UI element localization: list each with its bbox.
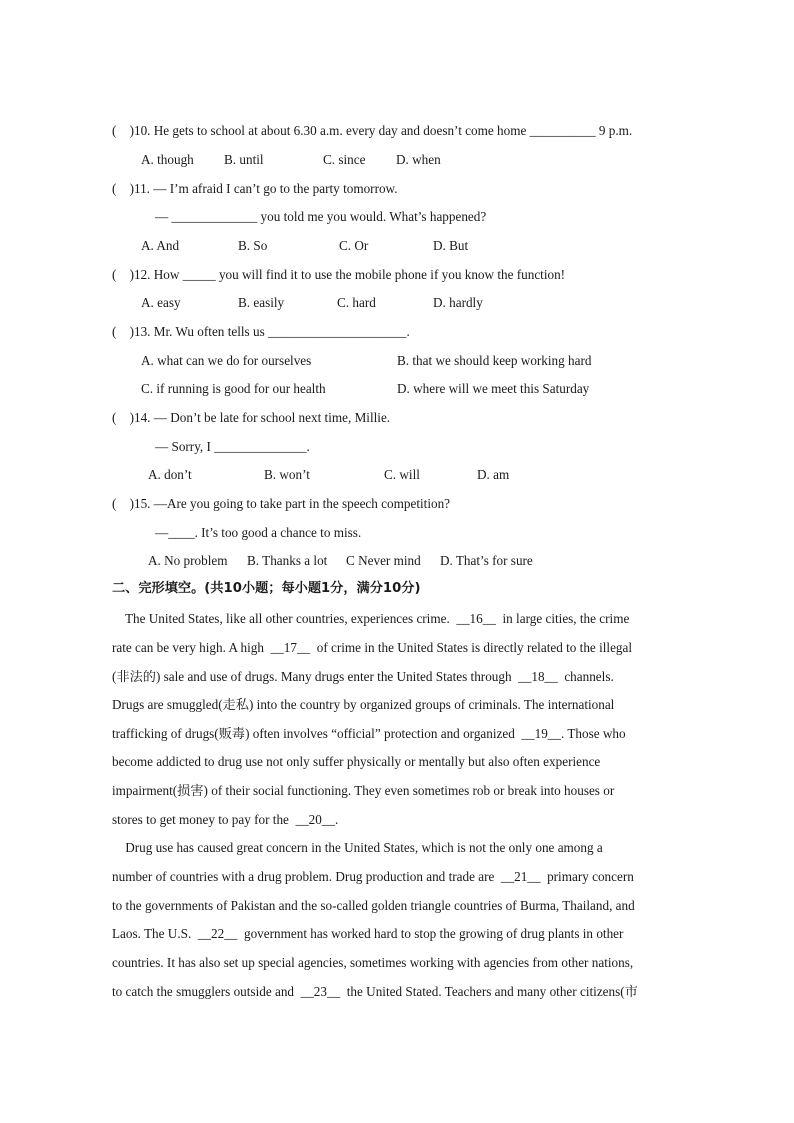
q12-option-a: A. easy bbox=[141, 295, 181, 310]
q13-option-c: C. if running is good for our health bbox=[141, 381, 326, 396]
q11-option-b: B. So bbox=[238, 238, 268, 253]
q15-option-b: B. Thanks a lot bbox=[247, 553, 328, 568]
passage-line: number of countries with a drug problem. Drug production and trade are __21__ primary concern bbox=[112, 869, 634, 884]
q11-option-d: D. But bbox=[433, 238, 469, 253]
q10-option-a: A. though bbox=[141, 152, 194, 167]
q13-option-d: D. where will we meet this Saturday bbox=[397, 381, 590, 396]
q11-option-c: C. Or bbox=[339, 238, 369, 253]
q15-option-d: D. That’s for sure bbox=[440, 553, 533, 568]
q13-option-a: A. what can we do for ourselves bbox=[141, 353, 312, 368]
question-10-stem: ( )10. He gets to school at about 6.30 a.m. every day and doesn’t come home __________ 9 p.m. bbox=[112, 123, 633, 138]
question-14-stem: ( )14. — Don’t be late for school next time, Millie. bbox=[112, 410, 391, 425]
q13-option-b: B. that we should keep working hard bbox=[397, 353, 592, 368]
passage-line: to catch the smugglers outside and __23__ the United Stated. Teachers and many other citizens(市 bbox=[112, 984, 638, 999]
passage-line: stores to get money to pay for the __20__. bbox=[112, 812, 339, 827]
q10-option-c: C. since bbox=[323, 152, 366, 167]
question-11-reply: — _____________ you told me you would. What’s happened? bbox=[155, 209, 487, 224]
passage-line: impairment(损害) of their social functioning. They even sometimes rob or break into houses or bbox=[112, 783, 615, 798]
passage-line: countries. It has also set up special agencies, sometimes working with agencies from other nations, bbox=[112, 955, 634, 970]
question-15-stem: ( )15. —Are you going to take part in the speech competition? bbox=[112, 496, 451, 511]
passage-line: (非法的) sale and use of drugs. Many drugs enter the United States through __18__ channels. bbox=[112, 669, 614, 684]
passage-line: Drug use has caused great concern in the United States, which is not the only one among a bbox=[112, 840, 603, 855]
q14-option-d: D. am bbox=[477, 467, 510, 482]
q10-option-b: B. until bbox=[224, 152, 264, 167]
passage-line: Laos. The U.S. __22__ government has worked hard to stop the growing of drug plants in other bbox=[112, 926, 624, 941]
q12-option-b: B. easily bbox=[238, 295, 285, 310]
passage-line: The United States, like all other countries, experiences crime. __16__ in large cities, the crime bbox=[112, 611, 630, 626]
question-11-stem: ( )11. — I’m afraid I can’t go to the party tomorrow. bbox=[112, 181, 398, 196]
q15-option-c: C Never mind bbox=[346, 553, 421, 568]
q14-option-b: B. won’t bbox=[264, 467, 310, 482]
passage-line: trafficking of drugs(贩毒) often involves “official” protection and organized __19__. Those who bbox=[112, 726, 626, 741]
passage-line: become addicted to drug use not only suffer physically or mentally but also often experience bbox=[112, 754, 601, 769]
q10-option-d: D. when bbox=[396, 152, 441, 167]
q15-option-a: A. No problem bbox=[148, 553, 228, 568]
q12-option-d: D. hardly bbox=[433, 295, 483, 310]
question-13-stem: ( )13. Mr. Wu often tells us _____________________. bbox=[112, 324, 410, 339]
passage-line: Drugs are smuggled(走私) into the country by organized groups of criminals. The international bbox=[112, 697, 615, 712]
q14-option-c: C. will bbox=[384, 467, 420, 482]
question-12-stem: ( )12. How _____ you will find it to use the mobile phone if you know the function! bbox=[112, 267, 566, 282]
section-2-heading: 二、完形填空。(共10小题；每小题1分，满分10分) bbox=[112, 581, 421, 596]
q14-option-a: A. don’t bbox=[148, 467, 192, 482]
passage-line: to the governments of Pakistan and the so-called golden triangle countries of Burma, Thailand, and bbox=[112, 898, 635, 913]
q11-option-a: A. And bbox=[141, 238, 180, 253]
q12-option-c: C. hard bbox=[337, 295, 376, 310]
passage-line: rate can be very high. A high __17__ of crime in the United States is directly related to the illegal bbox=[112, 640, 633, 655]
question-15-reply: —____. It’s too good a chance to miss. bbox=[155, 525, 362, 540]
question-14-reply: — Sorry, I ______________. bbox=[155, 439, 310, 454]
